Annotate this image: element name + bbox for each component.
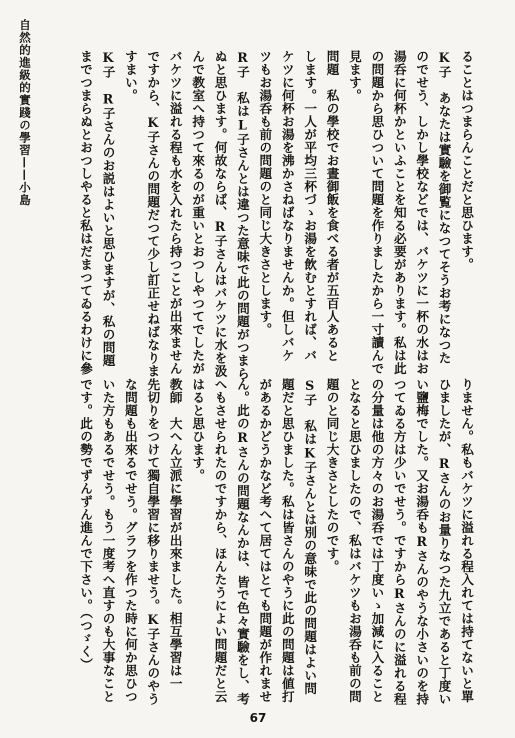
- text-line: へもさせられたのですから、ほんたうによい問題だと云: [212, 378, 228, 703]
- text-line: の分量は他の方々のお湯呑では丁度いゝ加減に入ること: [369, 378, 385, 703]
- text-line: つてゐる方は少いでせう。ですからRさんのに溢れる程: [391, 378, 407, 706]
- text-line: はると思ひます。: [190, 378, 206, 482]
- text-line: の問題から思ひついて問題を作りましたから一寸讀んで: [369, 50, 385, 375]
- page-number: 67: [249, 711, 267, 725]
- text-line: バケツに溢れる程も水を入れたら持つことが出來ません: [167, 50, 183, 375]
- text-line: 見ます。: [346, 50, 362, 102]
- text-line: します。一人が平均三杯づゝお湯を飲むとすれば、バ: [302, 50, 318, 362]
- text-line: な問題も出來るでせう。グラフを作つた時に何か思ひつ: [122, 378, 138, 703]
- text-line: いた方もあるでせう。もう一度考へ直すのも大事なこと: [100, 378, 116, 703]
- text-line: 湯呑に何杯かといふことを知る必要があります。私は此: [391, 50, 407, 375]
- text-line: ですから、K子さんの問題だつて少し訂正せねばなりま: [145, 50, 161, 378]
- text-line: K子 R子さんのお説はよいと思ひますが、私の問題: [100, 50, 116, 367]
- text-line: ツもお湯呑も前の問題のと同じ大きさとします。: [257, 50, 273, 336]
- text-line: 問題 私の學校でお晝御飯を食べる者が五百人あると: [324, 50, 340, 362]
- lower-text-block: [17, 378, 477, 706]
- text-line: までつまらぬとおつしやると私はだまつてゐるわけに參: [78, 50, 94, 375]
- text-line: 先切りをつけて獨自學習に移りませう。K子さんのやう: [145, 378, 161, 706]
- text-line: があるかどうかなど考へて居てはとても問題が作れませ: [257, 378, 273, 703]
- text-line: となると思ひましたので、私はバケツもお湯呑も前の問: [346, 378, 362, 703]
- text-line: ることはつまらんことだと思ひます。: [459, 50, 474, 271]
- text-line: ケツに何杯お湯を沸かさねばなりませんか。但しバケ: [279, 50, 295, 362]
- text-line: です。此の勢でずんずん進んで下さい。（つゞく）: [78, 378, 94, 671]
- text-line: すまい。: [122, 50, 138, 102]
- text-line: のでせう、しかし學校などでは、バケツに一杯の水はお: [414, 50, 430, 375]
- text-line: ん。此のRさんの問題なんかは、皆で色々實驗をし、考: [234, 378, 250, 706]
- text-line: 題のと同じ大きさとしたのです。: [324, 378, 340, 573]
- text-line: K子 あなたは實驗を御覧になつてそうお考になつた: [436, 50, 452, 365]
- text-line: りません。私もバケツに溢れる程入れては持てないと單: [459, 378, 474, 703]
- text-line: 題だと思ひました。私は皆さんのやうに此の問題は値打: [279, 378, 295, 703]
- text-line: ぬと思ひます。何故ならば、R子さんはバケツに水を汲: [212, 50, 228, 378]
- text-line: んで教室へ持つて來るのが重いとおつしやつてでしたが: [190, 50, 206, 375]
- text-line: い鹽梅でした。又お湯呑もRさんのやうな小さいのを持: [414, 378, 430, 706]
- text-line: R子 私はL子さんとは違つた意味で此の問題がつまら: [234, 50, 250, 380]
- upper-text-block: [17, 50, 477, 380]
- running-header-text: 自然的進級的實踐の學習——小島: [18, 19, 32, 207]
- text-line: S子 私はK子さんとは別の意味で此の問題はよい問: [302, 378, 318, 695]
- text-line: 教師 大へん立派に學習が出來ました。相互學習は一: [167, 378, 183, 690]
- text-line: ひましたが、Rさんのお量りなつた九立であると丁度い: [436, 378, 452, 706]
